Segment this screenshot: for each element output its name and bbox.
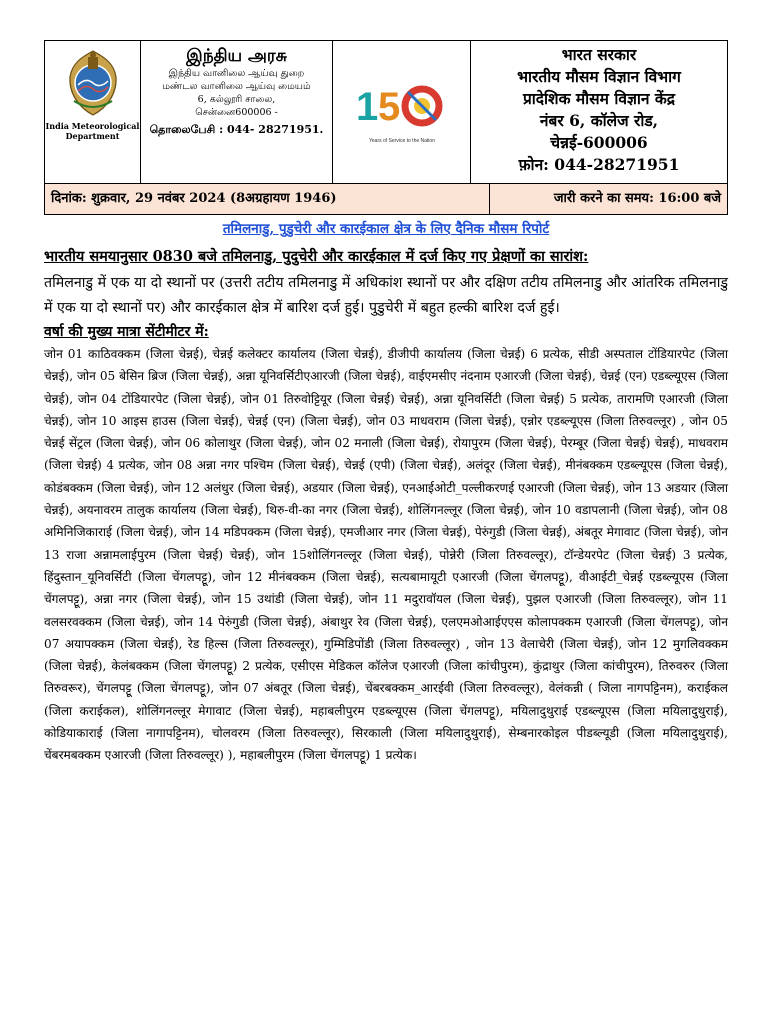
150-years-logo-icon (350, 66, 454, 158)
hindi-centre-name: प्रादेशिक मौसम विज्ञान केंद्र (522, 89, 676, 108)
svg-text:1: 1 (355, 85, 378, 129)
tamil-address-block (141, 41, 333, 183)
tamil-address-line: 6, கல்லூரி சாலை, (197, 94, 276, 105)
rainfall-text: जोन 01 काठिवक्कम (जिला चेन्नई), चेन्नई कलेक्टर कार्यालय (जिला चेन्नई), डीजीपी कार्यालय (जिला चेन्नई) 6 प्रत्येक, सीडी अस्पताल टोंडियारपेट (जिला चेन्नई), जोन 05 बेसिन ब्रिज (जिला चेन्नई), अन्ना यूनिवर्सिटीएआरजी (जिला चेन्नई), वाईएमसीए नंदनाम एआरजी (जिला चेन्नई), चेन्नई (एन) एडब्ल्यूएस (जिला चेन्नई), जोन 04 टोंडियारपेट (जिला चेन्नई), जोन 01 तिरुवोट्टियूर (जिला चेन्नई) चेन्नई), अन्ना यूनिवर्सिटी (जिला चेन्नई) 5 प्रत्येक, तारामणि एआरजी (जिला चेन्नई), जोन 10 आइस हाउस (जिला चेन्नई), चेन्नई (एन) (जिला चेन्नई), जोन 03 माधवराम (जिला चेन्नई), एन्नोर एडब्ल्यूएस (जिला तिरुवल्लूर) , जोन 05 चेन्नई सेंट्रल (जिला चेन्नई), जोन 06 कोलाथुर (जिला चेन्नई), जोन 02 मनाली (जिला चेन्नई), रोयापुरम (जिला चेन्नई), पेरम्बूर (जिला चेन्नई) चेन्नई), माधवराम (जिला चेन्नई) 4 प्रत्येक, जोन 08 अन्ना नगर पश्चिम (जिला चेन्नई), चेन्नई (एपी) (जिला चेन्नई), अलंदूर (जिला चेन्नई), मीनंबक्कम एडब्ल्यूएस (जिला चेन्नई), कोडंबक्कम (जिला चेन्नई), जोन 12 अलंधुर (जिला चेन्नई), अडयार (जिला चेन्नई), एनआईओटी_पल्लीकरणई एआरजी (जिला चेन्नई), जोन 13 अडयार (जिला चेन्नई), अयनावरम तालुक कार्यालय (जिला चेन्नई), थिरु-वी-का नगर (जिला चेन्नई), शोलिंगनल्लूर (जिला चेन्नई), जोन 10 वडापलानी (जिला चेन्नई), जोन 08 अमिनिजिकाराई (जिला चेन्नई), जोन 14 मडिपक्कम (जिला चेन्नई), एमजीआर नगर (जिला चेन्नई), पेरुंगुडी (जिला चेन्नई), अंबतूर मेगावाट (जिला चेन्नई), जोन 13 राजा अन्नामलाईपुरम (जिला चेन्नई) चेन्नई), जोन 15शोलिंगनल्लूर (जिला चेन्नई), पोन्नेरी (जिला तिरुवल्लूर), टॉन्डेयरपेट (जिला चेन्नई) 3 प्रत्येक, हिंदुस्तान_यूनिवर्सिटी (जिला चेंगलपट्टू), जोन 12 मीनंबक्कम (जिला चेन्नई), सत्यबामायूटी एआरजी (जिला चेंगलपट्टू), वीआईटी_चेन्नई एडब्ल्यूएस (जिला चेंगलपट्टू), अन्ना नगर (जिला चेन्नई), जोन 15 उथांडी (जिला चेन्नई), जोन 11 मदुरावॉयल (जिला चेन्नई), पुझल एआरजी (जिला तिरुवल्लूर), जोन 11 वलसरवक्कम (जिला चेन्नई), जोन 14 पेरुंगुडी (जिला चेन्नई), अंबाथुर रेव (जिला चेन्नई), एलएमओआईएएस कोलापक्कम एआरजी (जिला चेंगलपट्टू), जोन 07 अयापक्कम (जिला चेन्नई), रेड हिल्स (जिला तिरुवल्लूर), गुम्मिडिपोंडी (जिला तिरुवल्लूर) , जोन 13 वेलाचेरी (जिला चेन्नई), जोन 12 मुगलिवक्कम (जिला चेन्नई), केलंबक्कम (जिला चेंगलपट्टू) 2 प्रत्येक, एसीएस मेडिकल कॉलेज एआरजी (जिला कांचीपुरम), कुंद्राथुर (जिला कांचीपुरम), तिरुवरुर (जिला तिरुवरूर), चेंगलपट्टू (जिला चेंगलपट्टू), जोन 07 अंबतूर (जिला चेन्नई), चेंबरबक्कम_आरईवी (जिला तिरुवल्लूर), वेलंकन्नी ( जिला नागपट्टिनम), कराईकल (जिला कराईकल), शोलिंगनल्लूर मेगावाट (जिला चेन्नई), महाबलीपुरम एडब्ल्यूएस (जिला चेंगलपट्टू), मयिलादुथुराई एडब्ल्यूएस (जिला मयिलादुथुराई), कोडियाकाराई (जिला नागापट्टिनम), चोलवरम (जिला तिरुवल्लूर), सिरकाली (जिला मयिलादुथुराई), सेम्बनारकोइल पीडब्ल्यूडी (जिला मयिलादुथुराई), चेंबरमबक्कम एआरजी (जिला तिरुवल्लूर) ), महाबलीपुरम (जिला चेंगलपट्टू) 1 प्रत्येक। (44, 347, 728, 763)
summary-text: तमिलनाडु में एक या दो स्थानों पर (उत्तरी तटीय तमिलनाडु में अधिकांश स्थानों पर और दक्षिण तटीय तमिलनाडु और आंतरिक तमिलनाडु में एक या दो स्थानों पर) और कारईकाल क्षेत्र में बारिश दर्ज हुई। पुडुचेरी में बहुत हल्की बारिश दर्ज हुई। (44, 275, 728, 316)
hindi-phone: फ़ोन: 044-28271951 (518, 155, 680, 174)
report-date: दिनांक: शुक्रवार, 29 नवंबर 2024 (8अग्रहायण 1946) (45, 184, 490, 214)
report-title: तमिलनाडु, पुडुचेरी और कारईकाल क्षेत्र के लिए दैनिक मौसम रिपोर्ट (222, 221, 550, 237)
summary-heading: भारतीय समयानुसार 0830 बजे तमिलनाडु, पुदुचेरी और कारईकाल में दर्ज किए गए प्रेक्षणों का सारांश: (44, 248, 589, 265)
rainfall-heading: वर्षा की मुख्य मात्रा सेंटीमीटर में: (44, 324, 209, 340)
tamil-address-line: சென்னை600006 - (195, 107, 278, 118)
tamil-address-line: மண்டல வானிலை ஆய்வு மையம் (162, 81, 311, 92)
letterhead (44, 40, 728, 184)
hindi-city-line: चेन्नई-600006 (550, 133, 648, 152)
imd-logo-label: India Meteorological Department (45, 121, 140, 141)
tamil-govt-title: இந்திய அரசு (186, 46, 287, 66)
hindi-govt-title: भारत सरकार (561, 45, 637, 64)
anniversary-logo-cell (333, 41, 471, 183)
hindi-dept-name: भारतीय मौसम विज्ञान विभाग (517, 67, 681, 86)
imd-logo-cell (45, 41, 141, 183)
report-page (44, 40, 728, 767)
anniversary-tagline: Years of Service to the Nation (368, 138, 435, 144)
issue-time: जारी करने का समय: 16:00 बजे (553, 191, 721, 206)
tamil-address-line: இந்திய வானிலை ஆய்வு துறை (168, 68, 305, 79)
imd-emblem-icon (64, 49, 122, 117)
hindi-address-line: नंबर 6, कॉलेज रोड, (539, 111, 659, 130)
date-row (44, 184, 728, 215)
svg-text:5: 5 (377, 85, 400, 129)
tamil-phone: தொலைபேசி : 044- 28271951. (149, 123, 324, 136)
hindi-address-block (471, 41, 727, 183)
